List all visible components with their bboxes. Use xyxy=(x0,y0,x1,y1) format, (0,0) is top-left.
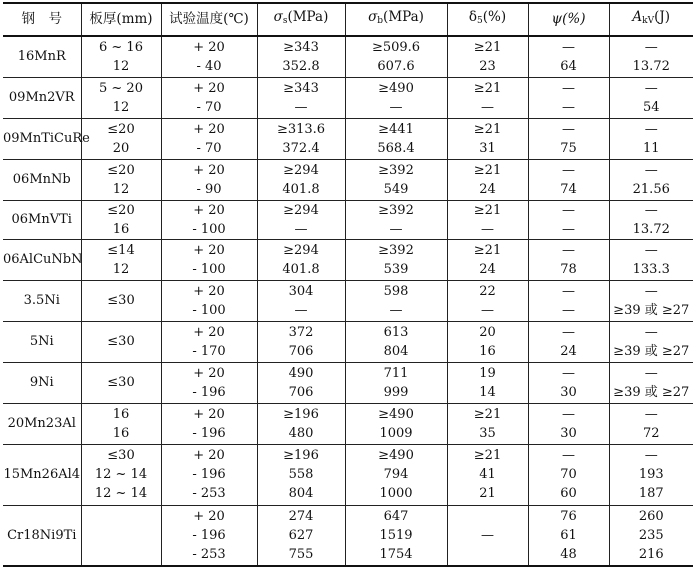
cell-value: + 20 xyxy=(193,162,225,178)
cell-value: 30 xyxy=(560,425,577,441)
cell-value: ≥21 xyxy=(473,406,502,422)
cell-value: 235 xyxy=(638,527,664,543)
cell-value: ≥313.6 xyxy=(276,121,326,137)
cell-value: — xyxy=(294,302,308,318)
cell-value: 5 ~ 20 xyxy=(99,80,143,96)
cell-value: ≤20 xyxy=(107,121,135,137)
cell-value: ≤20 xyxy=(107,162,135,178)
cell-value: 13.72 xyxy=(632,58,670,74)
cell-value: 74 xyxy=(560,181,577,197)
cell-value: — xyxy=(644,162,658,178)
steel-grade-cell: 06MnVTi xyxy=(3,200,81,239)
cell-value: ≥392 xyxy=(378,202,414,218)
cell-value: ≥21 xyxy=(473,80,502,96)
cell-value: 187 xyxy=(638,486,664,501)
cell-value: ≤20 xyxy=(107,202,135,218)
thickness-cell xyxy=(81,280,161,321)
cell-value: 48 xyxy=(560,546,577,562)
cell-value: 60 xyxy=(560,486,577,501)
header-tensile-strength: $\sigma_b(MPa)$ xyxy=(345,3,447,36)
cell-value: 274 xyxy=(288,508,314,524)
cell-value: — xyxy=(562,80,575,96)
cell-value: 12 xyxy=(112,181,130,197)
cell-value: 627 xyxy=(288,527,314,543)
cell-value: 480 xyxy=(288,425,314,441)
cell-value: + 20 xyxy=(193,202,225,218)
impact-energy-cell xyxy=(609,200,693,239)
cell-value: ≥392 xyxy=(378,242,414,258)
cell-value: 539 xyxy=(383,261,409,277)
reduction-of-area-cell xyxy=(528,280,609,321)
steel-grade-cell: 15Mn26Al4 xyxy=(3,444,81,505)
cell-value: — xyxy=(644,406,658,422)
cell-value: 1519 xyxy=(379,527,413,543)
cell-value: 12 ~ 14 xyxy=(94,486,148,501)
cell-value: 613 xyxy=(383,324,409,340)
cell-value: 16 xyxy=(112,425,130,441)
cell-value: 30 xyxy=(560,384,577,400)
cell-value: ≥39 或 ≥27 xyxy=(613,384,690,400)
reduction-of-area-cell xyxy=(528,200,609,239)
cell-value: 490 xyxy=(288,365,314,381)
elongation-cell xyxy=(447,362,528,403)
cell-value: — xyxy=(389,221,403,237)
table-row xyxy=(3,444,693,505)
cell-value: — xyxy=(389,302,403,318)
cell-value: 401.8 xyxy=(282,181,320,197)
cell-value: 23 xyxy=(479,58,496,74)
cell-value: ≥21 xyxy=(473,39,502,55)
cell-value: — xyxy=(562,283,575,299)
yield-strength-cell xyxy=(257,36,345,77)
cell-value: ≤30 xyxy=(107,448,135,463)
cell-value: 755 xyxy=(288,546,314,562)
cell-value: - 253 xyxy=(192,546,226,562)
elongation-cell xyxy=(447,200,528,239)
temperature-cell xyxy=(161,159,257,200)
cell-value: 133.3 xyxy=(632,261,670,277)
elongation-cell xyxy=(447,159,528,200)
cell-value xyxy=(82,526,161,545)
reduction-of-area-cell xyxy=(528,505,609,566)
impact-energy-cell xyxy=(609,77,693,118)
thickness-cell xyxy=(81,36,161,77)
reduction-of-area-cell xyxy=(528,77,609,118)
impact-energy-cell xyxy=(609,36,693,77)
temperature-cell xyxy=(161,505,257,566)
header-temperature: 试验温度(℃) xyxy=(161,3,257,36)
tensile-strength-cell xyxy=(345,321,447,362)
cell-value: 76 xyxy=(560,508,577,524)
cell-value: 16 xyxy=(112,406,130,422)
cell-value: + 20 xyxy=(193,365,225,381)
reduction-of-area-cell xyxy=(528,444,609,505)
cell-value: — xyxy=(562,448,575,463)
cell-value: 41 xyxy=(479,467,496,482)
cell-value: — xyxy=(562,121,575,137)
cell-value: ≥196 xyxy=(283,448,319,463)
cell-value: - 196 xyxy=(192,384,226,400)
cell-value: + 20 xyxy=(193,39,225,55)
elongation-cell xyxy=(447,444,528,505)
elongation-cell xyxy=(447,36,528,77)
temperature-cell xyxy=(161,200,257,239)
cell-value: 216 xyxy=(638,546,664,562)
elongation-cell xyxy=(447,118,528,159)
cell-value: - 100 xyxy=(192,261,226,277)
cell-value: 11 xyxy=(642,140,660,156)
impact-energy-cell xyxy=(609,159,693,200)
steel-properties-table-container xyxy=(3,2,693,567)
cell-value: ≥490 xyxy=(378,448,414,463)
cell-value: - 196 xyxy=(192,467,226,482)
cell-value: 19 xyxy=(479,365,496,381)
cell-value: 12 xyxy=(112,261,130,277)
cell-value: 20 xyxy=(479,324,496,340)
cell-value: + 20 xyxy=(193,242,225,258)
table-row xyxy=(3,362,693,403)
yield-strength-cell xyxy=(257,77,345,118)
temperature-cell xyxy=(161,403,257,444)
elongation-cell xyxy=(447,77,528,118)
cell-value: - 196 xyxy=(192,425,226,441)
cell-value: ≥343 xyxy=(283,80,319,96)
tensile-strength-cell xyxy=(345,200,447,239)
cell-value: — xyxy=(562,406,575,422)
impact-energy-cell xyxy=(609,321,693,362)
elongation-cell xyxy=(447,505,528,566)
temperature-cell xyxy=(161,36,257,77)
tensile-strength-cell xyxy=(345,36,447,77)
cell-value: ≥21 xyxy=(473,448,502,463)
cell-value: 12 ~ 14 xyxy=(94,467,148,482)
cell-value: — xyxy=(562,39,575,55)
cell-value: 794 xyxy=(383,467,409,482)
tensile-strength-cell xyxy=(345,403,447,444)
reduction-of-area-cell xyxy=(528,362,609,403)
cell-value: ≥490 xyxy=(378,406,414,422)
cell-value: 304 xyxy=(288,283,314,299)
temperature-cell xyxy=(161,118,257,159)
elongation-cell xyxy=(447,403,528,444)
yield-strength-cell xyxy=(257,239,345,280)
cell-value: - 170 xyxy=(192,343,226,359)
impact-energy-cell xyxy=(609,444,693,505)
cell-value: 647 xyxy=(383,508,409,524)
cell-value: — xyxy=(481,302,494,318)
cell-value: — xyxy=(644,242,658,258)
cell-value: 1000 xyxy=(379,486,413,501)
cell-value: — xyxy=(481,99,494,115)
cell-value: 549 xyxy=(383,181,409,197)
steel-grade-cell: 3.5Ni xyxy=(3,280,81,321)
cell-value: 598 xyxy=(383,283,409,299)
cell-value: — xyxy=(644,365,658,381)
thickness-cell xyxy=(81,403,161,444)
cell-value: 24 xyxy=(560,343,577,359)
header-elongation: $\delta_5(\%)$ xyxy=(447,3,528,36)
cell-value: 1009 xyxy=(379,425,413,441)
cell-value: - 70 xyxy=(196,99,222,115)
cell-value: 78 xyxy=(560,261,577,277)
elongation-cell xyxy=(447,239,528,280)
tensile-strength-cell xyxy=(345,118,447,159)
cell-value: + 20 xyxy=(193,406,225,422)
yield-strength-cell xyxy=(257,200,345,239)
thickness-cell xyxy=(81,200,161,239)
steel-grade-cell: Cr18Ni9Ti xyxy=(3,505,81,566)
cell-value: - 70 xyxy=(196,140,222,156)
temperature-cell xyxy=(161,362,257,403)
steel-grade-cell: 09Mn2VR xyxy=(3,77,81,118)
cell-value: 706 xyxy=(288,384,314,400)
cell-value: 22 xyxy=(479,283,496,299)
cell-value: — xyxy=(644,283,658,299)
table-row xyxy=(3,200,693,239)
temperature-cell xyxy=(161,77,257,118)
thickness-cell xyxy=(81,118,161,159)
yield-strength-cell xyxy=(257,159,345,200)
cell-value: 16 xyxy=(112,221,130,237)
thickness-cell xyxy=(81,239,161,280)
cell-value: ≤30 xyxy=(107,293,135,308)
cell-value: 999 xyxy=(383,384,409,400)
cell-value: ≥21 xyxy=(473,162,502,178)
cell-value: 35 xyxy=(479,425,496,441)
reduction-of-area-cell xyxy=(528,118,609,159)
impact-energy-cell xyxy=(609,505,693,566)
temperature-cell xyxy=(161,239,257,280)
impact-energy-cell xyxy=(609,362,693,403)
steel-grade-cell: 9Ni xyxy=(3,362,81,403)
cell-value: 260 xyxy=(638,508,664,524)
cell-value: 711 xyxy=(383,365,409,381)
steel-properties-table xyxy=(3,2,693,567)
reduction-of-area-cell xyxy=(528,403,609,444)
cell-value: 352.8 xyxy=(282,58,320,74)
cell-value: — xyxy=(562,221,575,237)
cell-value: 21 xyxy=(479,486,496,501)
cell-value: + 20 xyxy=(193,508,225,524)
cell-value: ≥509.6 xyxy=(371,39,421,55)
cell-value: 568.4 xyxy=(377,140,415,156)
thickness-cell xyxy=(81,505,161,566)
cell-value: 706 xyxy=(288,343,314,359)
temperature-cell xyxy=(161,444,257,505)
cell-value: ≥343 xyxy=(283,39,319,55)
table-row xyxy=(3,321,693,362)
yield-strength-cell xyxy=(257,403,345,444)
tensile-strength-cell xyxy=(345,280,447,321)
header-row xyxy=(3,3,693,36)
impact-energy-cell xyxy=(609,118,693,159)
yield-strength-cell xyxy=(257,444,345,505)
cell-value: ≥196 xyxy=(283,406,319,422)
cell-value: — xyxy=(294,221,308,237)
table-body xyxy=(3,36,693,566)
thickness-cell xyxy=(81,444,161,505)
cell-value: ≤14 xyxy=(107,242,135,258)
cell-value: 21.56 xyxy=(632,181,670,197)
yield-strength-cell xyxy=(257,505,345,566)
cell-value: ≥392 xyxy=(378,162,414,178)
cell-value: — xyxy=(562,324,575,340)
table-row xyxy=(3,118,693,159)
cell-value: — xyxy=(562,162,575,178)
elongation-cell xyxy=(447,280,528,321)
cell-value: ≤30 xyxy=(107,334,135,349)
tensile-strength-cell xyxy=(345,159,447,200)
cell-value: 372.4 xyxy=(282,140,320,156)
cell-value: — xyxy=(644,121,658,137)
cell-value: 12 xyxy=(112,99,130,115)
cell-value: — xyxy=(562,365,575,381)
table-row xyxy=(3,505,693,566)
cell-value: ≤30 xyxy=(107,375,135,390)
cell-value: 72 xyxy=(642,425,660,441)
cell-value: ≥39 或 ≥27 xyxy=(613,343,690,359)
cell-value: 24 xyxy=(479,181,496,197)
cell-value: 607.6 xyxy=(377,58,415,74)
steel-grade-cell: 09MnTiCuRe xyxy=(3,118,81,159)
cell-value: 6 ~ 16 xyxy=(99,39,143,55)
cell-value: 804 xyxy=(383,343,409,359)
reduction-of-area-cell xyxy=(528,239,609,280)
cell-value: 70 xyxy=(560,467,577,482)
temperature-cell xyxy=(161,280,257,321)
impact-energy-cell xyxy=(609,403,693,444)
yield-strength-cell xyxy=(257,118,345,159)
cell-value: 54 xyxy=(642,99,660,115)
cell-value: - 100 xyxy=(192,302,226,318)
steel-grade-cell: 06MnNb xyxy=(3,159,81,200)
cell-value: 24 xyxy=(479,261,496,277)
table-row xyxy=(3,159,693,200)
cell-value: 401.8 xyxy=(282,261,320,277)
cell-value: 20 xyxy=(112,140,130,156)
cell-value: — xyxy=(389,99,403,115)
cell-value: ≥21 xyxy=(473,242,502,258)
table-row xyxy=(3,403,693,444)
header-grade: 钢 号 xyxy=(3,3,81,36)
header-thickness: 板厚(mm) xyxy=(81,3,161,36)
thickness-cell xyxy=(81,321,161,362)
cell-value: 31 xyxy=(479,140,496,156)
cell-value: 61 xyxy=(560,527,577,543)
thickness-cell xyxy=(81,77,161,118)
steel-grade-cell: 16MnR xyxy=(3,36,81,77)
cell-value: ≥21 xyxy=(473,202,502,218)
cell-value: ≥294 xyxy=(283,242,319,258)
cell-value: ≥39 或 ≥27 xyxy=(613,302,690,318)
yield-strength-cell xyxy=(257,321,345,362)
table-row xyxy=(3,239,693,280)
cell-value: ≥294 xyxy=(283,202,319,218)
cell-value: ≥294 xyxy=(283,162,319,178)
tensile-strength-cell xyxy=(345,505,447,566)
header-yield-strength: $\sigma_s(MPa)$ xyxy=(257,3,345,36)
cell-value: 193 xyxy=(638,467,664,482)
header-impact-energy: $A_{kV}(J)$ xyxy=(609,3,693,36)
cell-value: + 20 xyxy=(193,448,225,463)
cell-value: 13.72 xyxy=(632,221,670,237)
cell-value: ≥21 xyxy=(473,121,502,137)
thickness-cell xyxy=(81,362,161,403)
header-reduction-of-area: ψ(%) xyxy=(528,3,609,36)
cell-value: 558 xyxy=(288,467,314,482)
reduction-of-area-cell xyxy=(528,321,609,362)
thickness-cell xyxy=(81,159,161,200)
cell-value: — xyxy=(644,39,658,55)
steel-grade-cell: 5Ni xyxy=(3,321,81,362)
cell-value: - 196 xyxy=(192,527,226,543)
elongation-cell xyxy=(447,321,528,362)
steel-grade-cell: 20Mn23Al xyxy=(3,403,81,444)
cell-value: 372 xyxy=(288,324,314,340)
cell-value: — xyxy=(644,80,658,96)
cell-value: — xyxy=(294,99,308,115)
cell-value: — xyxy=(644,324,658,340)
cell-value: 804 xyxy=(288,486,314,501)
cell-value: - 100 xyxy=(192,221,226,237)
cell-value: ≥490 xyxy=(378,80,414,96)
cell-value: — xyxy=(562,99,575,115)
cell-value: — xyxy=(562,202,575,218)
cell-value: ≥441 xyxy=(378,121,414,137)
yield-strength-cell xyxy=(257,280,345,321)
tensile-strength-cell xyxy=(345,77,447,118)
cell-value: — xyxy=(644,202,658,218)
cell-value: 16 xyxy=(479,343,496,359)
cell-value: + 20 xyxy=(193,121,225,137)
steel-grade-cell: 06AlCuNbN xyxy=(3,239,81,280)
cell-value: — xyxy=(562,242,575,258)
impact-energy-cell xyxy=(609,239,693,280)
reduction-of-area-cell xyxy=(528,36,609,77)
tensile-strength-cell xyxy=(345,444,447,505)
cell-value: - 253 xyxy=(192,486,226,501)
tensile-strength-cell xyxy=(345,362,447,403)
cell-value: - 90 xyxy=(196,181,222,197)
cell-value: — xyxy=(481,221,494,237)
impact-energy-cell xyxy=(609,280,693,321)
table-row xyxy=(3,280,693,321)
cell-value: 1754 xyxy=(379,546,413,562)
cell-value: + 20 xyxy=(193,324,225,340)
cell-value: + 20 xyxy=(193,283,225,299)
cell-value: 75 xyxy=(560,140,577,156)
table-row xyxy=(3,77,693,118)
cell-value: 14 xyxy=(479,384,496,400)
yield-strength-cell xyxy=(257,362,345,403)
cell-value: — xyxy=(481,527,494,543)
reduction-of-area-cell xyxy=(528,159,609,200)
table-row xyxy=(3,36,693,77)
cell-value: + 20 xyxy=(193,80,225,96)
cell-value: 64 xyxy=(560,58,577,74)
tensile-strength-cell xyxy=(345,239,447,280)
cell-value: — xyxy=(562,302,575,318)
cell-value: - 40 xyxy=(196,58,222,74)
cell-value: 12 xyxy=(112,58,130,74)
cell-value: — xyxy=(644,448,658,463)
temperature-cell xyxy=(161,321,257,362)
